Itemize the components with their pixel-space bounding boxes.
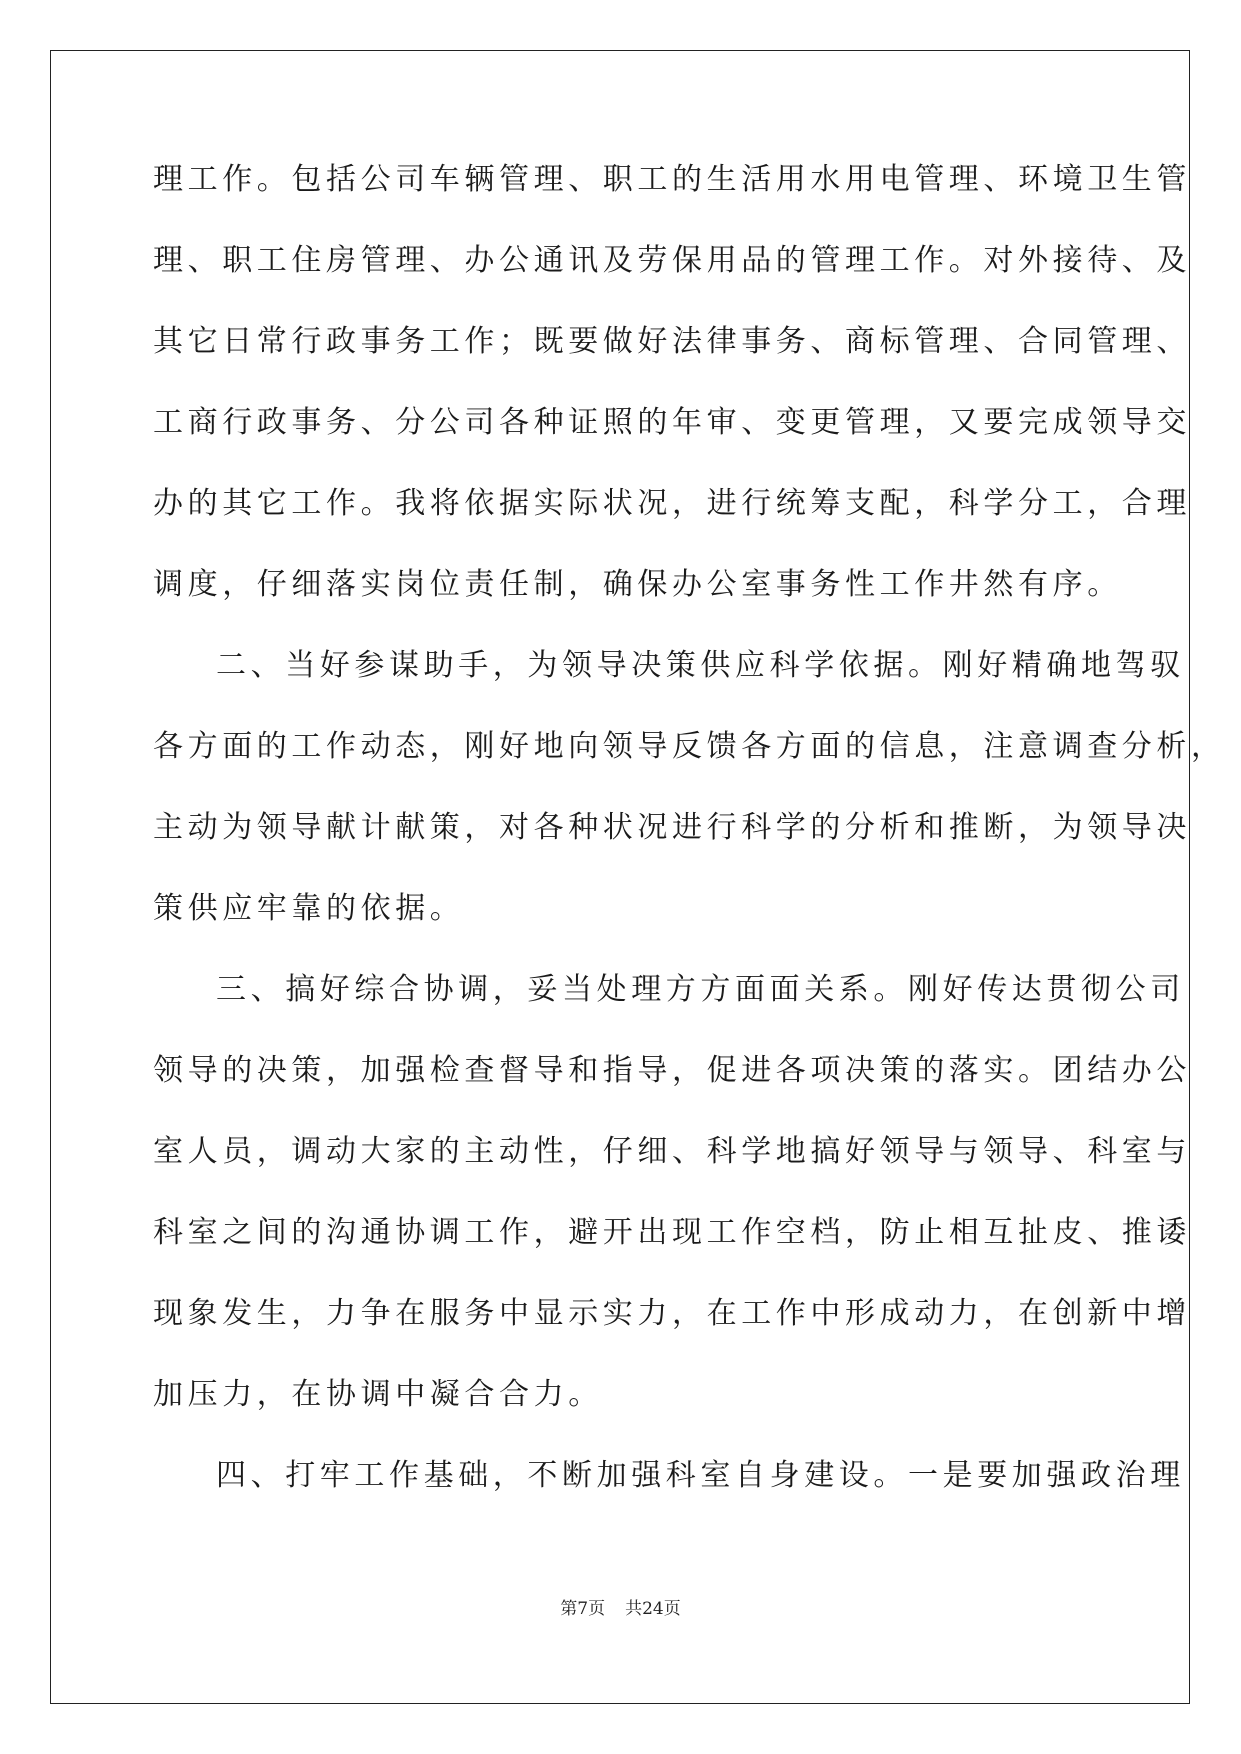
paragraph-start-line: 三、搞好综合协调，妥当处理方方面面关系。刚好传达贯彻公司 <box>216 972 1185 1007</box>
text-line: 加压力，在协调中凝合合力。 <box>153 1377 603 1412</box>
text-line: 工商行政事务、分公司各种证照的年审、变更管理，又要完成领导交 <box>153 405 1191 440</box>
text-line: 策供应牢靠的依据。 <box>153 891 465 926</box>
text-line: 其它日常行政事务工作；既要做好法律事务、商标管理、合同管理、 <box>153 324 1191 359</box>
page-total: 共24页 <box>625 1599 681 1619</box>
page-number: 第7页 <box>560 1599 606 1619</box>
text-line: 理、职工住房管理、办公通讯及劳保用品的管理工作。对外接待、及 <box>153 243 1191 278</box>
paragraph-start-line: 四、打牢工作基础，不断加强科室自身建设。一是要加强政治理 <box>216 1458 1185 1493</box>
text-line: 主动为领导献计献策，对各种状况进行科学的分析和推断，为领导决 <box>153 810 1191 845</box>
text-line: 各方面的工作动态，刚好地向领导反馈各方面的信息，注意调查分析， <box>153 729 1226 764</box>
paragraph-start-line: 二、当好参谋助手，为领导决策供应科学依据。刚好精确地驾驭 <box>216 648 1185 683</box>
document-body <box>153 160 1226 1537</box>
text-line: 调度，仔细落实岗位责任制，确保办公室事务性工作井然有序。 <box>153 567 1122 602</box>
text-line: 科室之间的沟通协调工作，避开出现工作空档，防止相互扯皮、推诿 <box>153 1215 1191 1250</box>
text-line: 现象发生，力争在服务中显示实力，在工作中形成动力，在创新中增 <box>153 1296 1191 1331</box>
text-line: 室人员，调动大家的主动性，仔细、科学地搞好领导与领导、科室与 <box>153 1134 1191 1169</box>
text-line: 办的其它工作。我将依据实际状况，进行统筹支配，科学分工，合理 <box>153 486 1191 521</box>
text-line: 理工作。包括公司车辆管理、职工的生活用水用电管理、环境卫生管 <box>153 162 1191 197</box>
text-line: 领导的决策，加强检查督导和指导，促进各项决策的落实。团结办公 <box>153 1053 1191 1088</box>
page-footer <box>0 1594 1241 1619</box>
